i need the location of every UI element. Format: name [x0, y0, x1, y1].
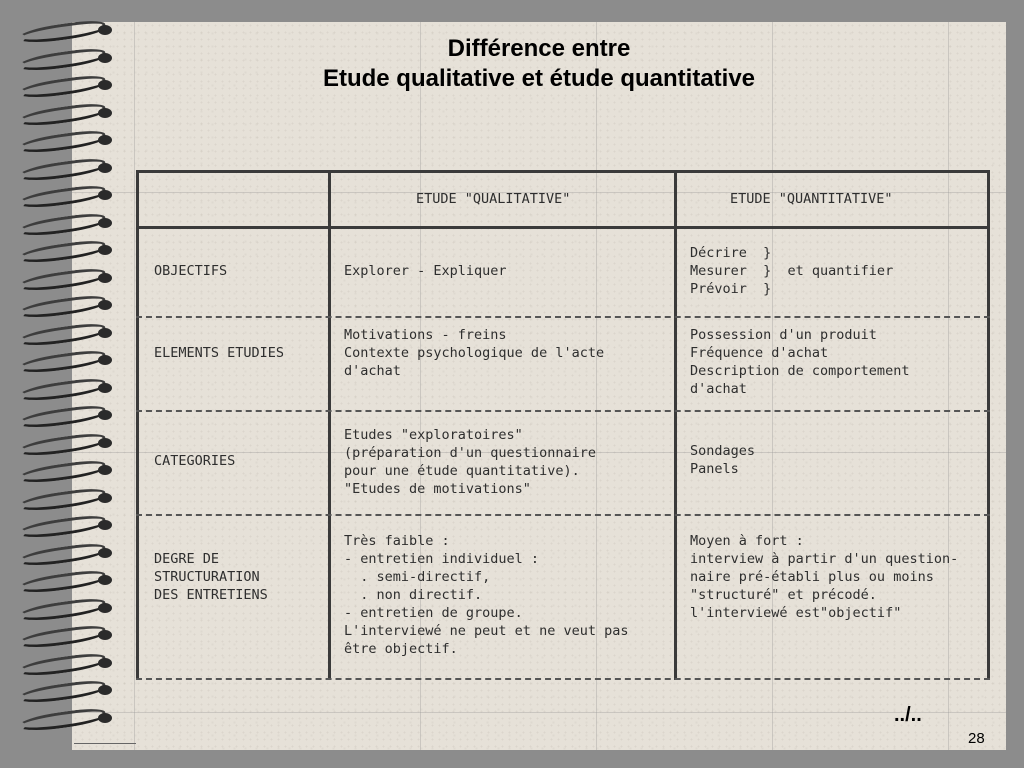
cell-quantitative-objectifs: Décrire } Mesurer } et quantifier Prévoir }: [690, 245, 894, 297]
spiral-wire: [17, 293, 106, 321]
header-quantitative: ETUDE "QUANTITATIVE": [730, 191, 893, 207]
cell-quantitative-degre: Moyen à fort : interview à partir d'un question- naire pré-établi plus ou moins "structuré" et précodé. l'interviewé est"objectif": [690, 533, 959, 621]
spiral-ring: [14, 572, 114, 588]
spiral-wire: [17, 678, 106, 706]
cell-qualitative-degre: Très faible : - entretien individuel : . semi-directif, . non directif. - entretien de groupe. L'interviewé ne peut et ne veut pas être objectif.: [344, 533, 629, 657]
row-label-degre: DEGRE DE STRUCTURATION DES ENTRETIENS: [154, 551, 268, 603]
binding-hole: [98, 163, 112, 173]
binding-hole: [98, 493, 112, 503]
grid-line: [72, 712, 1006, 713]
spiral-wire: [17, 595, 106, 623]
cell-qualitative-objectifs: Explorer - Expliquer: [344, 263, 507, 279]
spiral-wire: [17, 513, 106, 541]
spiral-ring: [14, 242, 114, 258]
spiral-wire: [17, 705, 106, 733]
slide-title: [72, 34, 1006, 94]
spiral-wire: [17, 265, 106, 293]
spiral-wire: [17, 128, 106, 156]
spiral-ring: [14, 160, 114, 176]
row-divider: [136, 514, 990, 516]
spiral-ring: [14, 545, 114, 561]
decorative-line: [74, 743, 136, 744]
binding-hole: [98, 135, 112, 145]
spiral-wire: [17, 348, 106, 376]
binding-hole: [98, 383, 112, 393]
table-border: [136, 170, 139, 680]
binding-hole: [98, 575, 112, 585]
binding-hole: [98, 438, 112, 448]
binding-hole: [98, 328, 112, 338]
spiral-ring: [14, 187, 114, 203]
spiral-ring: [14, 380, 114, 396]
spiral-ring: [14, 600, 114, 616]
spiral-wire: [17, 375, 106, 403]
comparison-table: [136, 170, 990, 680]
row-divider: [136, 678, 990, 680]
binding-hole: [98, 273, 112, 283]
spiral-wire: [17, 458, 106, 486]
spiral-ring: [14, 297, 114, 313]
binding-hole: [98, 685, 112, 695]
spiral-wire: [17, 403, 106, 431]
column-divider: [328, 170, 331, 680]
spiral-wire: [17, 623, 106, 651]
binding-hole: [98, 355, 112, 365]
spiral-wire: [17, 238, 106, 266]
binding-hole: [98, 218, 112, 228]
spiral-ring: [14, 682, 114, 698]
binding-hole: [98, 713, 112, 723]
spiral-ring: [14, 270, 114, 286]
spiral-wire: [17, 485, 106, 513]
continuation-mark: ../..: [894, 704, 922, 726]
row-label-categories: CATEGORIES: [154, 453, 236, 469]
binding-hole: [98, 108, 112, 118]
page-number: 28: [968, 730, 985, 747]
spiral-ring: [14, 105, 114, 121]
spiral-wire: [17, 568, 106, 596]
binding-hole: [98, 190, 112, 200]
cell-quantitative-elements: Possession d'un produit Fréquence d'achat Description de comportement d'achat: [690, 327, 910, 397]
binding-hole: [98, 548, 112, 558]
spiral-ring: [14, 517, 114, 533]
spiral-ring: [14, 215, 114, 231]
cell-qualitative-categories: Etudes "exploratoires" (préparation d'un questionnaire pour une étude quantitative). "Etudes de motivations": [344, 427, 596, 497]
spiral-wire: [17, 650, 106, 678]
binding-hole: [98, 603, 112, 613]
cell-quantitative-categories: Sondages Panels: [690, 443, 756, 477]
row-divider: [136, 316, 990, 318]
spiral-wire: [17, 100, 106, 128]
spiral-ring: [14, 435, 114, 451]
binding-hole: [98, 410, 112, 420]
spiral-binding: [14, 22, 114, 752]
spiral-ring: [14, 407, 114, 423]
column-divider: [674, 170, 677, 680]
binding-hole: [98, 658, 112, 668]
spiral-ring: [14, 132, 114, 148]
binding-hole: [98, 630, 112, 640]
binding-hole: [98, 300, 112, 310]
title-line-1: Différence entre: [447, 35, 631, 62]
spiral-ring: [14, 655, 114, 671]
binding-hole: [98, 245, 112, 255]
table-border: [136, 226, 990, 229]
binding-hole: [98, 520, 112, 530]
row-label-objectifs: OBJECTIFS: [154, 263, 228, 279]
spiral-wire: [17, 210, 106, 238]
spiral-wire: [17, 155, 106, 183]
spiral-ring: [14, 352, 114, 368]
spiral-ring: [14, 627, 114, 643]
table-border: [987, 170, 990, 680]
spiral-ring: [14, 710, 114, 726]
table-border: [136, 170, 990, 173]
title-line-2: Etude qualitative et étude quantitative: [322, 65, 756, 92]
row-divider: [136, 410, 990, 412]
spiral-wire: [17, 540, 106, 568]
header-qualitative: ETUDE "QUALITATIVE": [416, 191, 571, 207]
grid-line: [134, 22, 135, 750]
row-label-elements: ELEMENTS ETUDIES: [154, 345, 285, 361]
spiral-wire: [17, 320, 106, 348]
spiral-ring: [14, 490, 114, 506]
spiral-wire: [17, 183, 106, 211]
spiral-wire: [17, 430, 106, 458]
spiral-ring: [14, 462, 114, 478]
binding-hole: [98, 465, 112, 475]
cell-qualitative-elements: Motivations - freins Contexte psychologique de l'acte d'achat: [344, 327, 605, 379]
spiral-ring: [14, 325, 114, 341]
